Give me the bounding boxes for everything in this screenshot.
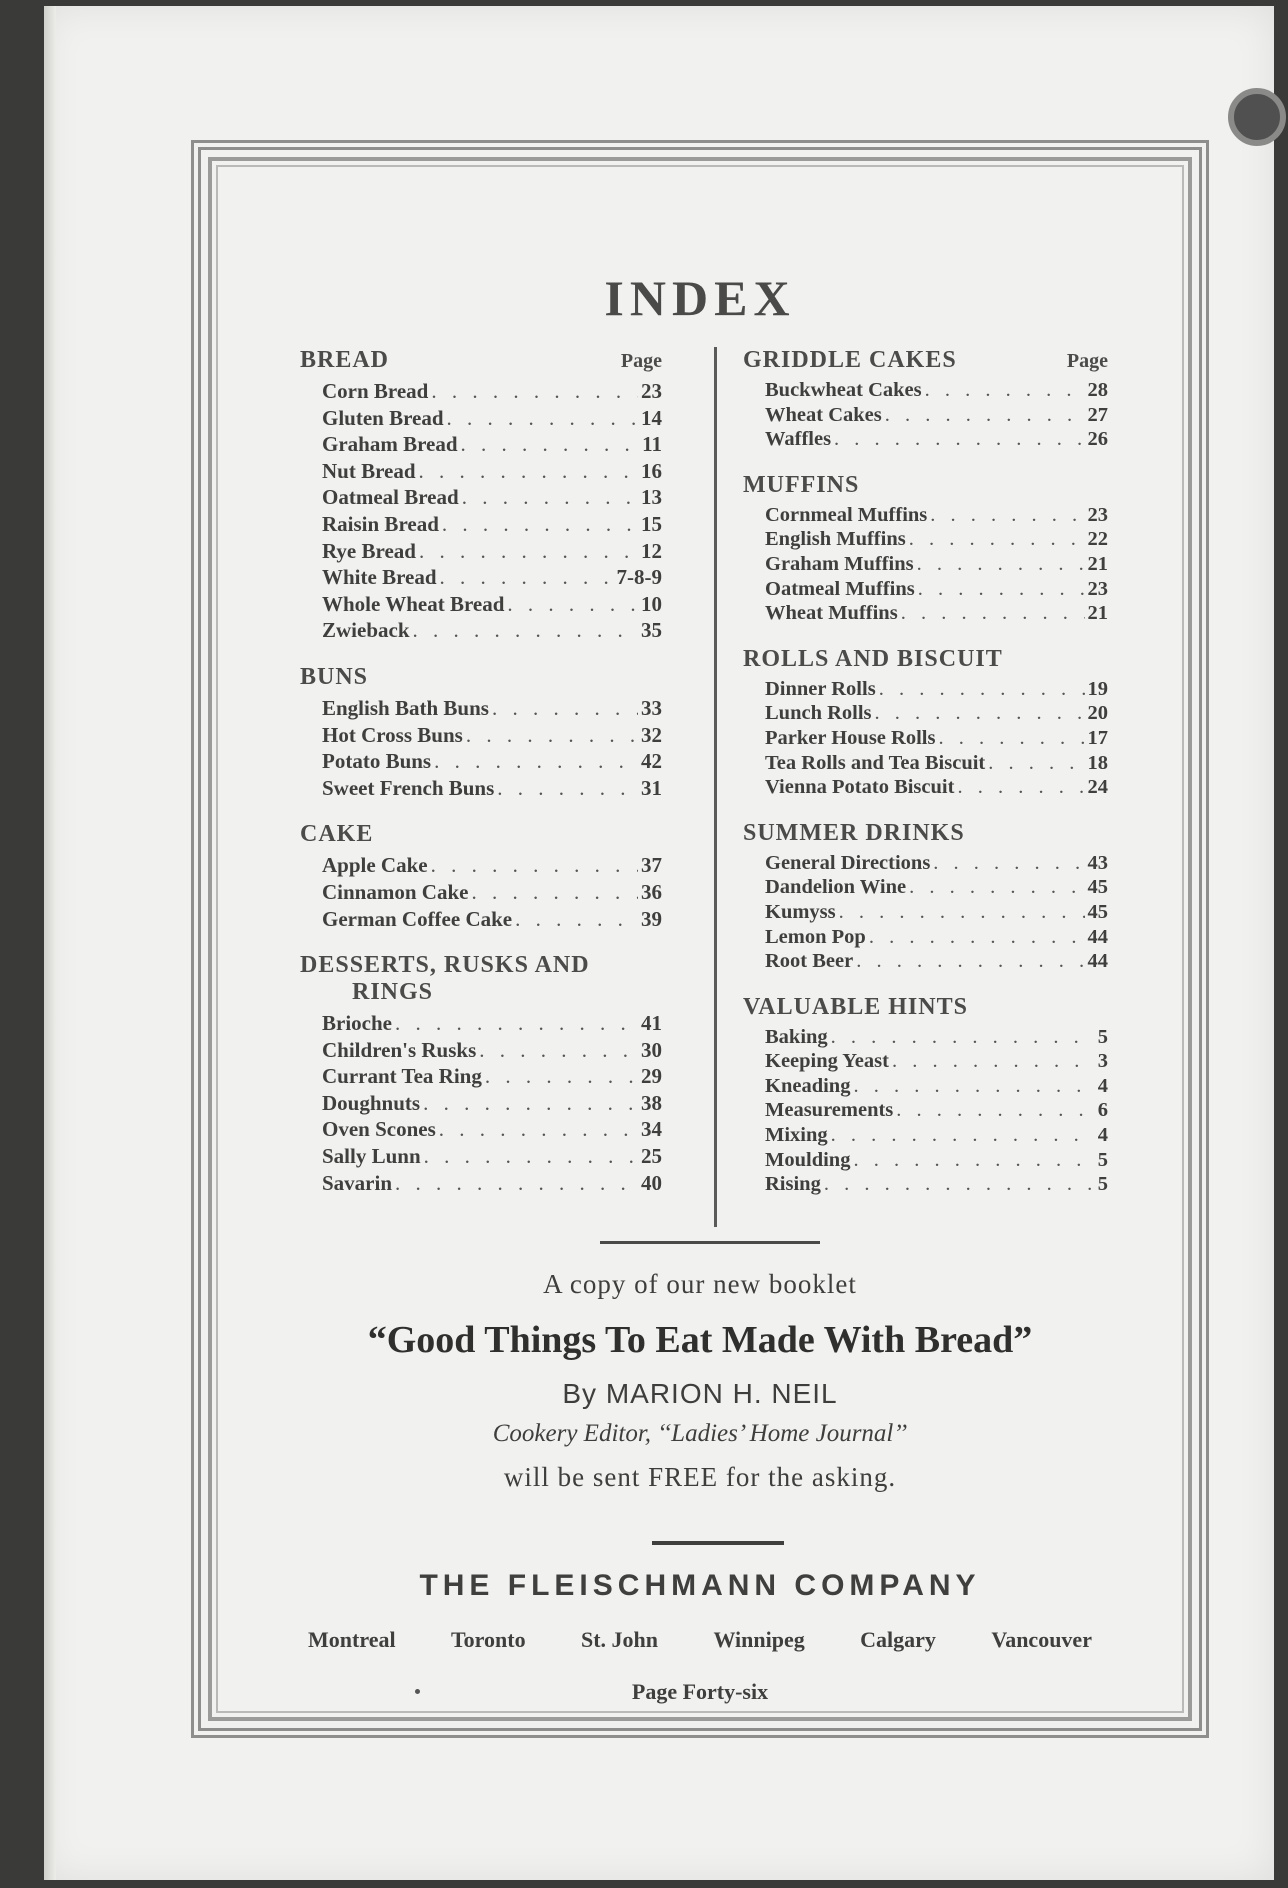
dot-leader	[440, 564, 614, 591]
dot-leader	[431, 852, 638, 879]
dot-leader	[419, 458, 638, 485]
section-heading	[743, 994, 1108, 1021]
entry-name: German Coffee Cake	[322, 906, 513, 931]
dot-leader	[466, 722, 638, 749]
entry-page-number: 30	[641, 1037, 662, 1062]
binding-hole	[1228, 88, 1286, 146]
dot-leader	[434, 748, 638, 775]
page-column-label: Page	[620, 350, 662, 372]
section-title: BREAD	[300, 347, 390, 373]
city-name: Toronto	[450, 1627, 526, 1652]
entry-page-number: 5	[1097, 1173, 1108, 1196]
entry-page-number: 37	[641, 853, 662, 878]
booklet-author-role: Cookery Editor, ‘‘Ladies’ Home Journal’’	[492, 1420, 908, 1447]
entry-page-number: 42	[641, 749, 662, 774]
entry-name: Dinner Rolls	[765, 677, 876, 700]
dot-leader	[917, 552, 1085, 577]
entry-name: Sally Lunn	[322, 1144, 421, 1169]
entry-name: Graham Bread	[322, 432, 458, 457]
entry-name: General Directions	[765, 851, 931, 874]
entry-page-number: 39	[641, 906, 662, 931]
entry-page-number: 41	[641, 1011, 662, 1036]
section-title-line2: RINGS	[352, 979, 434, 1006]
section-title: ROLLS AND BISCUIT	[743, 645, 1003, 672]
dot-leader	[431, 378, 638, 405]
index-section	[743, 994, 1108, 1197]
section-heading	[743, 347, 1108, 374]
index-entry	[300, 511, 662, 538]
dot-leader	[419, 538, 638, 565]
entry-name: Buckwheat Cakes	[765, 379, 922, 401]
index-entry	[743, 378, 1108, 403]
dot-leader	[925, 378, 1085, 403]
entry-page-number: 28	[1087, 379, 1108, 401]
entry-page-number: 35	[641, 618, 662, 643]
entry-name: Dandelion Wine	[765, 876, 907, 899]
index-entry	[300, 879, 662, 906]
entry-name: English Muffins	[765, 528, 906, 551]
dot-leader	[447, 405, 638, 432]
entry-name: Children's Rusks	[322, 1037, 477, 1062]
dot-leader	[462, 484, 638, 511]
entry-name: Rising	[765, 1173, 821, 1196]
entry-name: Oatmeal Muffins	[765, 577, 915, 600]
index-entry	[300, 1116, 662, 1143]
index-entry	[300, 852, 662, 879]
entry-name: Measurements	[765, 1099, 894, 1122]
right-index-column	[743, 347, 1108, 1217]
entry-page-number: 6	[1097, 1099, 1108, 1122]
entry-name: Oatmeal Bread	[322, 485, 459, 510]
column-divider	[714, 347, 717, 1227]
index-entry	[743, 1172, 1108, 1197]
index-entry	[300, 775, 662, 802]
entry-name: Wheat Cakes	[765, 403, 882, 426]
dot-leader	[413, 617, 638, 644]
index-entry	[300, 591, 662, 618]
index-entry	[300, 564, 662, 591]
entry-name: Corn Bread	[322, 379, 429, 403]
entry-page-number: 23	[1087, 503, 1108, 526]
index-entry	[743, 552, 1108, 577]
dot-leader	[497, 775, 638, 802]
entry-page-number: 3	[1097, 1050, 1108, 1073]
entry-page-number: 38	[641, 1090, 662, 1115]
entry-page-number: 43	[1087, 851, 1108, 874]
dot-leader	[479, 1037, 638, 1064]
entry-name: Brioche	[322, 1011, 392, 1036]
index-entry	[743, 925, 1108, 950]
index-entry	[300, 748, 662, 775]
index-entry	[743, 949, 1108, 974]
entry-name: Potato Buns	[322, 749, 432, 774]
index-entry	[743, 1098, 1108, 1123]
booklet-offer	[212, 1269, 1188, 1493]
entry-page-number: 26	[1087, 428, 1108, 451]
index-entry	[743, 1123, 1108, 1148]
entry-page-number: 12	[641, 538, 662, 563]
index-entry	[743, 577, 1108, 602]
entry-name: Mixing	[765, 1124, 828, 1147]
dot-leader	[824, 1172, 1095, 1197]
company-name: THE FLEISCHMANN COMPANY	[419, 1569, 981, 1602]
index-entry	[743, 900, 1108, 925]
dot-leader	[831, 1025, 1095, 1050]
dot-leader	[869, 925, 1085, 950]
entry-page-number: 45	[1087, 900, 1108, 923]
entry-name: Rye Bread	[322, 538, 416, 563]
section-title: SUMMER DRINKS	[743, 819, 965, 846]
dot-leader	[439, 1116, 638, 1143]
entry-name: Oven Scones	[322, 1117, 436, 1142]
dot-leader	[918, 577, 1085, 602]
entry-page-number: 11	[642, 432, 662, 457]
entry-page-number: 23	[641, 379, 662, 403]
dot-leader	[909, 875, 1084, 900]
dot-leader	[395, 1170, 638, 1197]
index-entry	[300, 1063, 662, 1090]
entry-name: Lemon Pop	[765, 925, 866, 948]
entry-name: Cornmeal Muffins	[765, 503, 928, 526]
dot-leader	[901, 601, 1085, 626]
booklet-author: By MARION H. NEIL	[562, 1378, 838, 1409]
section-title: BUNS	[300, 663, 369, 690]
index-entry	[743, 403, 1108, 428]
entry-name: Lunch Rolls	[765, 702, 872, 725]
entry-name: White Bread	[322, 565, 437, 590]
index-entry	[300, 484, 662, 511]
index-entry	[743, 601, 1108, 626]
entry-name: Wheat Muffins	[765, 602, 898, 625]
index-entry	[743, 1025, 1108, 1050]
page-number: Page Forty-six	[631, 1679, 769, 1704]
entry-page-number: 17	[1087, 726, 1108, 749]
section-title: VALUABLE HINTS	[743, 993, 968, 1020]
entry-page-number: 4	[1097, 1074, 1108, 1097]
entry-name: Gluten Bread	[322, 405, 444, 430]
dot-leader	[442, 511, 638, 538]
city-name: Montreal	[308, 1627, 396, 1652]
entry-name: English Bath Buns	[322, 695, 489, 720]
dot-leader	[875, 701, 1085, 726]
entry-page-number: 13	[641, 485, 662, 510]
entry-name: Raisin Bread	[322, 511, 439, 536]
entry-name: Apple Cake	[322, 853, 428, 878]
index-entry	[743, 527, 1108, 552]
index-section	[300, 952, 662, 1196]
entry-name: Zwieback	[322, 618, 410, 643]
entry-name: Hot Cross Buns	[322, 722, 463, 747]
index-entry	[300, 1090, 662, 1117]
entry-name: Parker House Rolls	[765, 726, 936, 749]
entry-page-number: 20	[1087, 702, 1108, 725]
index-section	[300, 347, 662, 644]
entry-name: Currant Tea Ring	[322, 1064, 482, 1089]
entry-name: Kneading	[765, 1074, 851, 1097]
entry-name: Sweet French Buns	[322, 775, 495, 800]
index-entry	[300, 617, 662, 644]
section-title: CAKE	[300, 821, 374, 848]
section-heading	[300, 664, 662, 691]
entry-page-number: 33	[641, 695, 662, 720]
dot-leader	[957, 775, 1084, 800]
section-heading	[743, 472, 1108, 499]
section-title: GRIDDLE CAKES	[743, 347, 957, 373]
dot-leader	[395, 1010, 638, 1037]
index-panel	[208, 157, 1192, 1721]
dot-leader	[892, 1049, 1095, 1074]
dot-leader	[885, 403, 1085, 428]
index-entry	[743, 701, 1108, 726]
index-entry	[300, 906, 662, 933]
entry-page-number: 21	[1087, 602, 1108, 625]
dot-leader	[485, 1063, 638, 1090]
entry-page-number: 34	[641, 1117, 662, 1142]
entry-name: Doughnuts	[322, 1090, 421, 1115]
entry-name: Keeping Yeast	[765, 1050, 889, 1073]
index-entry	[300, 1170, 662, 1197]
entry-page-number: 7-8-9	[616, 565, 662, 590]
dot-leader	[896, 1098, 1094, 1123]
entry-page-number: 32	[641, 722, 662, 747]
entry-page-number: 44	[1087, 950, 1108, 973]
index-section	[743, 646, 1108, 800]
dot-leader	[839, 900, 1085, 925]
index-entry	[743, 427, 1108, 452]
left-index-column	[300, 347, 662, 1216]
entry-name: Vienna Potato Biscuit	[765, 776, 955, 799]
decorative-border	[191, 140, 1209, 1738]
index-entry	[300, 378, 662, 405]
index-entry	[300, 458, 662, 485]
dot-leader	[831, 1123, 1095, 1148]
index-entry	[743, 1148, 1108, 1173]
index-entry	[300, 695, 662, 722]
entry-page-number: 16	[641, 458, 662, 483]
index-section	[743, 820, 1108, 974]
entry-name: Kumyss	[765, 900, 836, 923]
entry-page-number: 27	[1087, 403, 1108, 426]
dot-leader	[938, 726, 1084, 751]
index-entry	[743, 875, 1108, 900]
entry-page-number: 22	[1087, 528, 1108, 551]
entry-page-number: 36	[641, 879, 662, 904]
section-title: MUFFINS	[743, 471, 860, 498]
entry-page-number: 14	[641, 405, 662, 430]
entry-page-number: 4	[1097, 1124, 1108, 1147]
entry-name: Whole Wheat Bread	[322, 591, 505, 616]
entry-page-number: 25	[641, 1144, 662, 1169]
index-entry	[743, 851, 1108, 876]
city-list	[308, 1627, 1092, 1653]
section-heading	[300, 821, 662, 848]
dot-leader	[492, 695, 638, 722]
city-name: Winnipeg	[713, 1627, 805, 1652]
index-section	[300, 664, 662, 801]
entry-name: Root Beer	[765, 950, 854, 973]
page-column-label: Page	[1066, 350, 1108, 372]
entry-name: Graham Muffins	[765, 552, 914, 575]
index-entry	[300, 1010, 662, 1037]
index-entry	[743, 775, 1108, 800]
booklet-lead: A copy of our new booklet	[543, 1269, 857, 1299]
index-entry	[300, 1143, 662, 1170]
index-section	[743, 347, 1108, 452]
index-title: INDEX	[604, 270, 796, 326]
city-name: Vancouver	[991, 1627, 1092, 1652]
dot-leader	[461, 431, 640, 458]
entry-page-number: 19	[1087, 677, 1108, 700]
booklet-offer-text: will be sent FREE for the asking.	[503, 1462, 897, 1492]
dot-leader	[834, 427, 1084, 452]
entry-name: Nut Bread	[322, 458, 416, 483]
section-heading	[743, 820, 1108, 847]
index-entry	[300, 1037, 662, 1064]
index-entry	[743, 1049, 1108, 1074]
entry-page-number: 45	[1087, 876, 1108, 899]
entry-page-number: 5	[1097, 1025, 1108, 1048]
entry-page-number: 31	[641, 775, 662, 800]
index-section	[743, 472, 1108, 626]
index-section	[300, 821, 662, 932]
dot-leader	[423, 1090, 638, 1117]
entry-name: Savarin	[322, 1170, 393, 1195]
dot-leader	[856, 949, 1084, 974]
index-entry	[743, 677, 1108, 702]
divider-rule	[652, 1541, 784, 1545]
divider-rule	[600, 1241, 820, 1244]
dot-leader	[933, 851, 1084, 876]
entry-page-number: 15	[641, 511, 662, 536]
section-heading	[300, 952, 662, 1006]
page-edge	[44, 6, 56, 1880]
index-entry	[300, 405, 662, 432]
index-entry	[300, 538, 662, 565]
index-entry	[300, 722, 662, 749]
entry-page-number: 18	[1087, 751, 1108, 774]
dot-leader	[853, 1148, 1094, 1173]
dot-leader	[930, 503, 1084, 528]
section-title: DESSERTS, RUSKS AND	[300, 952, 590, 979]
entry-page-number: 40	[641, 1170, 662, 1195]
dot-leader	[988, 751, 1084, 776]
entry-name: Baking	[765, 1025, 828, 1048]
index-entry	[743, 751, 1108, 776]
section-heading	[300, 347, 662, 374]
entry-page-number: 21	[1087, 552, 1108, 575]
booklet-title: “Good Things To Eat Made With Bread”	[367, 1319, 1033, 1361]
city-name: St. John	[580, 1627, 659, 1652]
index-entry	[743, 1074, 1108, 1099]
entry-name: Cinnamon Cake	[322, 879, 469, 904]
dot-leader	[879, 677, 1085, 702]
entry-name: Moulding	[765, 1148, 851, 1171]
dot-leader	[909, 527, 1085, 552]
entry-page-number: 5	[1097, 1148, 1108, 1171]
city-name: Calgary	[860, 1627, 936, 1652]
entry-name: Waffles	[765, 428, 832, 451]
entry-page-number: 29	[641, 1064, 662, 1089]
entry-page-number: 23	[1087, 577, 1108, 600]
entry-name: Tea Rolls and Tea Biscuit	[765, 751, 986, 774]
dot-leader	[515, 906, 638, 933]
dot-leader	[853, 1074, 1094, 1099]
dot-leader	[471, 879, 638, 906]
dot-leader	[424, 1143, 638, 1170]
index-entry	[743, 726, 1108, 751]
index-entry	[300, 431, 662, 458]
section-heading	[743, 646, 1108, 673]
dot-leader	[507, 591, 638, 618]
entry-page-number: 24	[1087, 776, 1108, 799]
entry-page-number: 44	[1087, 925, 1108, 948]
index-entry	[743, 503, 1108, 528]
entry-page-number: 10	[641, 591, 662, 616]
